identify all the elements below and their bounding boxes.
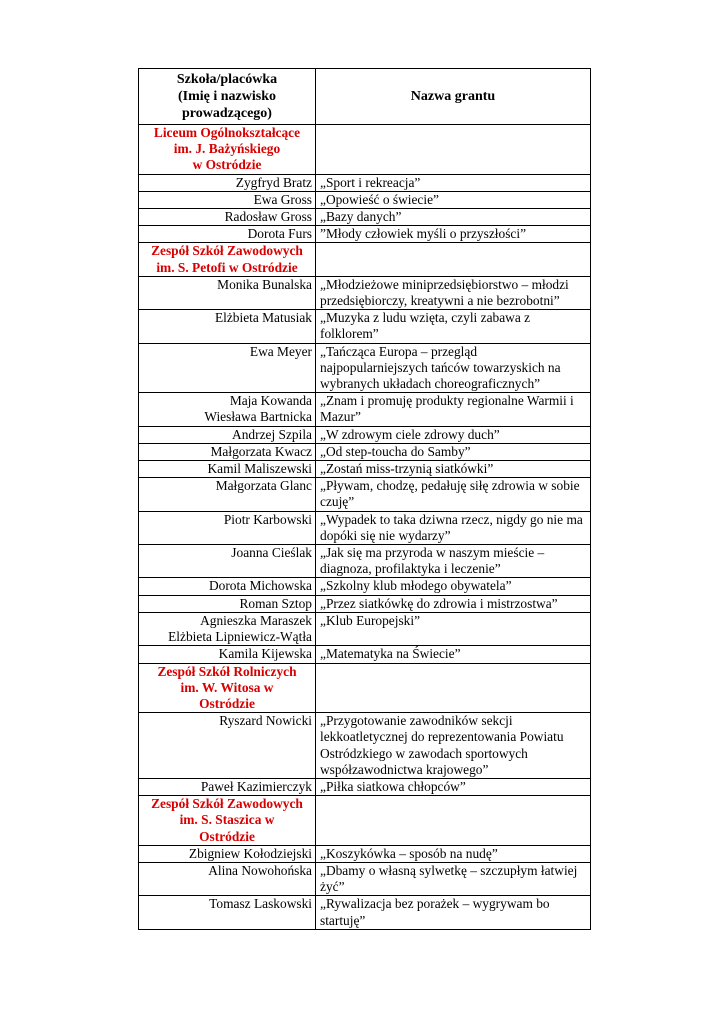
grant-title: „Dbamy o własną sylwetkę – szczupłym łatwiej żyć” <box>316 862 591 895</box>
teacher-name-line: Piotr Karbowski <box>223 511 312 527</box>
teacher-name-line: Ewa Gross <box>253 191 312 207</box>
grant-title: „Sport i rekreacja” <box>316 174 591 191</box>
table-row <box>139 191 591 208</box>
teacher-name <box>139 778 316 795</box>
teacher-name-line: Radosław Gross <box>224 209 312 225</box>
grant-title: „Piłka siatkowa chłopców” <box>316 778 591 795</box>
header-school-line: prowadzącego) <box>182 106 272 121</box>
table-row <box>139 896 591 929</box>
teacher-name <box>139 713 316 779</box>
teacher-name-line: Dorota Furs <box>247 226 312 242</box>
school-row <box>139 243 591 276</box>
teacher-name <box>139 209 316 226</box>
teacher-name <box>139 612 316 645</box>
grant-title: „Znam i promuję produkty regionalne Warmii i Mazur” <box>316 393 591 426</box>
school-name-line: im. S. Staszica w <box>179 812 275 828</box>
grant-title: „Koszykówka – sposób na nudę” <box>316 845 591 862</box>
teacher-name-line: Agnieszka Maraszek <box>200 612 312 628</box>
teacher-name <box>139 310 316 343</box>
header-row <box>139 69 591 125</box>
school-name-line: im. J. Bażyńskiego <box>173 141 281 157</box>
teacher-name <box>139 226 316 243</box>
grants-table <box>138 68 591 930</box>
table-row <box>139 646 591 663</box>
header-school-line: Szkoła/placówka <box>176 72 278 87</box>
teacher-name <box>139 545 316 578</box>
table-row <box>139 845 591 862</box>
teacher-name-line: Tomasz Laskowski <box>209 896 312 912</box>
table-row <box>139 478 591 511</box>
school-name <box>139 125 316 175</box>
table-row <box>139 545 591 578</box>
school-grant-empty <box>316 796 591 846</box>
grant-title: „Rywalizacja bez porażek – wygrywam bo startuję” <box>316 896 591 929</box>
teacher-name <box>139 896 316 929</box>
school-name-line: im. S. Petofi w Ostródzie <box>156 259 298 275</box>
teacher-name <box>139 191 316 208</box>
header-grant: Nazwa grantu <box>316 69 591 125</box>
school-name-line: Zespół Szkół Zawodowych <box>151 796 303 812</box>
teacher-name-line: Dorota Michowska <box>208 578 312 594</box>
school-name-line: w Ostródzie <box>192 157 262 173</box>
teacher-name-line: Zygfryd Bratz <box>235 174 312 190</box>
teacher-name-line: Elżbieta Lipniewicz-Wątła <box>168 629 312 645</box>
teacher-name <box>139 845 316 862</box>
teacher-name-line: Monika Bunalska <box>217 276 312 292</box>
table-row <box>139 578 591 595</box>
grant-title: „Od step-toucha do Samby” <box>316 443 591 460</box>
table-row <box>139 393 591 426</box>
grant-title: „Przygotowanie zawodników sekcji lekkoatletycznej do reprezentowania Powiatu Ostródzkiego w zawodach sportowych współzawodnictwa krajowego” <box>316 713 591 779</box>
school-grant-empty <box>316 663 591 713</box>
table-row <box>139 343 591 393</box>
grant-title: „Młodzieżowe miniprzedsiębiorstwo – młodzi przedsiębiorczy, kreatywni a nie bezrobotni” <box>316 276 591 309</box>
table-row <box>139 713 591 779</box>
grant-title: „Tańcząca Europa – przegląd najpopularniejszych tańców towarzyskich na wybranych układach choreograficznych” <box>316 343 591 393</box>
teacher-name <box>139 174 316 191</box>
table-row <box>139 778 591 795</box>
school-name <box>139 663 316 713</box>
grant-title: „Opowieść o świecie” <box>316 191 591 208</box>
table-row <box>139 862 591 895</box>
teacher-name-line: Kamil Maliszewski <box>207 461 312 477</box>
table-row <box>139 461 591 478</box>
teacher-name-line: Alina Nowohońska <box>208 862 312 878</box>
grant-title: „Przez siatkówkę do zdrowia i mistrzostwa” <box>316 595 591 612</box>
table-row <box>139 511 591 544</box>
teacher-name <box>139 461 316 478</box>
school-row <box>139 796 591 846</box>
school-grant-empty <box>316 243 591 276</box>
teacher-name-line: Kamila Kijewska <box>218 646 312 662</box>
teacher-name-line: Małgorzata Kwacz <box>210 443 312 459</box>
teacher-name <box>139 511 316 544</box>
teacher-name-line: Roman Sztop <box>239 595 312 611</box>
teacher-name <box>139 426 316 443</box>
teacher-name-line: Zbigniew Kołodziejski <box>188 845 312 861</box>
school-name-line: Ostródzie <box>199 695 255 711</box>
header-school-line: (Imię i nazwisko <box>178 89 276 104</box>
teacher-name-line: Maja Kowanda <box>229 393 312 409</box>
school-name <box>139 796 316 846</box>
school-row <box>139 663 591 713</box>
table-row <box>139 226 591 243</box>
grant-title: „Bazy danych” <box>316 209 591 226</box>
table-row <box>139 595 591 612</box>
table-body <box>139 125 591 930</box>
grant-title: ”Młody człowiek myśli o przyszłości” <box>316 226 591 243</box>
school-name-line: Ostródzie <box>199 828 255 844</box>
school-grant-empty <box>316 125 591 175</box>
teacher-name <box>139 343 316 393</box>
table-row <box>139 310 591 343</box>
teacher-name <box>139 478 316 511</box>
grant-title: „W zdrowym ciele zdrowy duch” <box>316 426 591 443</box>
school-row <box>139 125 591 175</box>
grant-title: „Muzyka z ludu wzięta, czyli zabawa z folklorem” <box>316 310 591 343</box>
school-name-line: Zespół Szkół Rolniczych <box>157 663 297 679</box>
teacher-name-line: Małgorzata Glanc <box>215 478 312 494</box>
teacher-name <box>139 862 316 895</box>
table-row <box>139 443 591 460</box>
teacher-name <box>139 393 316 426</box>
teacher-name-line: Joanna Cieślak <box>231 545 312 561</box>
table-row <box>139 276 591 309</box>
grant-title: „Wypadek to taka dziwna rzecz, nigdy go nie ma dopóki się nie wydarzy” <box>316 511 591 544</box>
grant-title: „Szkolny klub młodego obywatela” <box>316 578 591 595</box>
grant-title: „Matematyka na Świecie” <box>316 646 591 663</box>
teacher-name-line: Elżbieta Matusiak <box>214 310 312 326</box>
header-school <box>139 69 316 125</box>
grant-title: „Zostań miss-trzynią siatkówki” <box>316 461 591 478</box>
school-name-line: Liceum Ogólnokształcące <box>153 125 301 140</box>
grant-title: „Jak się ma przyroda w naszym mieście – diagnoza, profilaktyka i leczenie” <box>316 545 591 578</box>
teacher-name-line: Wiesława Bartnicka <box>204 409 312 425</box>
school-name-line: im. W. Witosa w <box>180 679 274 695</box>
teacher-name <box>139 646 316 663</box>
table-row <box>139 612 591 645</box>
table-row <box>139 209 591 226</box>
teacher-name-line: Paweł Kazimierczyk <box>200 778 312 794</box>
teacher-name <box>139 578 316 595</box>
grant-title: „Pływam, chodzę, pedałuję siłę zdrowia w sobie czuję” <box>316 478 591 511</box>
teacher-name-line: Ewa Meyer <box>249 343 312 359</box>
table-row <box>139 426 591 443</box>
teacher-name <box>139 276 316 309</box>
school-name <box>139 243 316 276</box>
teacher-name-line: Andrzej Szpila <box>232 426 312 442</box>
teacher-name <box>139 443 316 460</box>
school-name-line: Zespół Szkół Zawodowych <box>151 243 303 259</box>
grant-title: „Klub Europejski” <box>316 612 591 645</box>
teacher-name-line: Ryszard Nowicki <box>219 713 312 729</box>
teacher-name <box>139 595 316 612</box>
table-row <box>139 174 591 191</box>
